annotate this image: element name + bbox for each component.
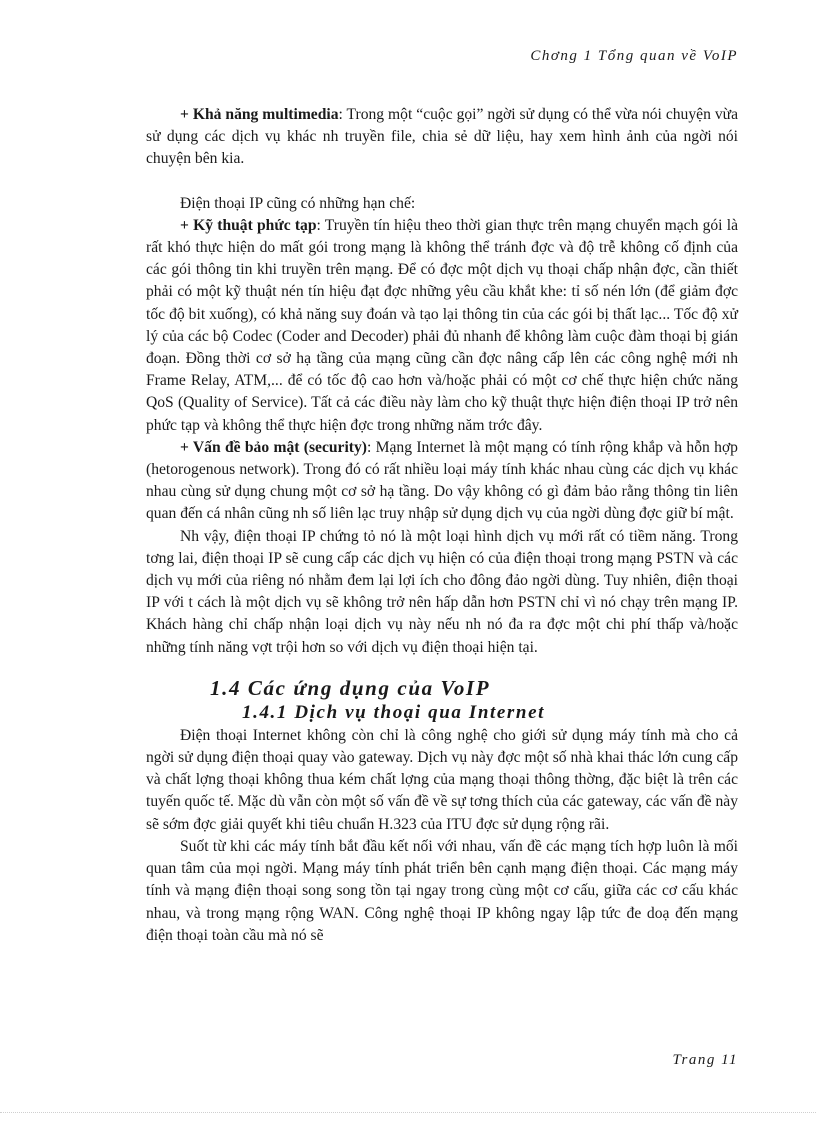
page-header: Chơng 1 Tổng quan về VoIP — [530, 48, 738, 64]
paragraph-limitations-intro: Điện thoại IP cũng có những hạn chế: — [180, 194, 416, 212]
paragraph-network-integration: Suốt từ khi các máy tính bắt đầu kết nối với nhau, vấn đề các mạng tích hợp luôn là mối quan tâm của mọi ngời. Mạng máy tính phát triển bên cạnh mạng điện thoại. Các mạng máy tính và mạng điện thoại song song tồn tại ngay trong cùng một cơ cấu, giữa các cơ cấu khác nhau, và trong mạng rộng WAN. Công nghệ thoại IP không ngay lập tức đe doạ đến mạng điện thoại toàn cầu mà nó sẽ — [146, 837, 738, 944]
lead-multimedia: + Khả năng multimedia — [180, 106, 339, 123]
document-body — [146, 104, 738, 947]
paragraph-text: : Trong một “cuộc gọi” ngời sử dụng có thể vừa nói chuyện vừa sử dụng các dịch vụ khác nh truyền file, chia sẻ dữ liệu, hay xem hình ảnh của ngời nói chuyện bên kia. — [146, 106, 738, 168]
paragraph-internet-telephony: Điện thoại Internet không còn chỉ là công nghệ cho giới sử dụng máy tính mà cho cả ngời sử dụng điện thoại quay vào gateway. Dịch vụ này đợc một số nhà khai thác lớn cung cấp và chất lợng thoại không thua kém chất lợng của mạng thoại thông thờng, đặc biệt là trên các tuyến quốc tế. Mặc dù vẫn còn một số vấn đề về sự tơng thích của các gateway, các vấn đề này sẽ sớm đợc giải quyết khi tiêu chuẩn H.323 của ITU đợc sử dụng rộng rãi. — [146, 726, 739, 833]
lead-security: + Vấn đề bảo mật (security) — [180, 438, 367, 456]
subsection-heading: 1.4.1 Dịch vụ thoại qua Internet — [242, 701, 545, 723]
paragraph-complexity — [146, 215, 738, 437]
lead-complexity: + Kỹ thuật phức tạp — [180, 216, 317, 234]
page-number: Trang 11 — [672, 1052, 738, 1068]
paragraph-text: : Truyền tín hiệu theo thời gian thực trên mạng chuyển mạch gói là rất khó thực hiện do mất gói trong mạng là không thể tránh đợc và độ trễ không cố định của các gói thông tin khi truyền trên mạng. Để có đợc một dịch vụ thoại chấp nhận đợc, cần thiết phải có một kỹ thuật nén tín hiệu đạt đợc những yêu cầu khắt khe: tỉ số nén lớn (để giảm đợc tốc độ bit xuống), có khả năng suy đoán và tạo lại thông tin của các gói bị thất lạc... Tốc độ xử lý của các bộ Codec (Coder and Decoder) phải đủ nhanh để không làm cuộc đàm thoại bị gián đoạn. Đồng thời cơ sở hạ tầng của mạng cũng cần đợc nâng cấp lên các công nghệ mới nh Frame Relay, ATM,... để có tốc độ cao hơn và/hoặc phải có một cơ chế thực hiện chức năng QoS (Quality of Service). Tất cả các điều này làm cho kỹ thuật thực hiện điện thoại IP trở nên phức tạp và không thể thực hiện đợc trong những năm trớc đây. — [146, 216, 738, 434]
paragraph-multimedia — [146, 104, 738, 171]
section-heading: 1.4 Các ứng dụng của VoIP — [210, 675, 491, 700]
page-divider — [0, 1112, 816, 1113]
paragraph-conclusion: Nh vậy, điện thoại IP chứng tỏ nó là một loại hình dịch vụ mới rất có tiềm năng. Trong tơng lai, điện thoại IP sẽ cung cấp các dịch vụ hiện có của điện thoại trong mạng PSTN và các dịch vụ mới của riêng nó nhằm đem lại lợi ích cho đông đảo ngời dùng. Tuy nhiên, điện thoại IP với t cách là một dịch vụ sẽ không trở nên hấp dẫn hơn PSTN chỉ vì nó chạy trên mạng IP. Khách hàng chỉ chấp nhận loại dịch vụ này nếu nh nó đa ra đợc một chi phí thấp và/hoặc những tính năng vợt trội hơn so với dịch vụ điện thoại hiện tại. — [146, 527, 738, 656]
paragraph-security — [146, 437, 738, 526]
paragraph-text: : Mạng Internet là một mạng có tính rộng khắp và hỗn hợp (hetorogenous network). Trong đó có rất nhiều loại máy tính khác nhau cùng các dịch vụ khác nhau cùng sử dụng chung một cơ sở hạ tầng. Do vậy không có gì đảm bảo rằng thông tin liên quan đến cá nhân cũng nh số liên lạc truy nhập sử dụng dịch vụ của ngời dùng đợc giữ bí mật. — [146, 438, 738, 523]
